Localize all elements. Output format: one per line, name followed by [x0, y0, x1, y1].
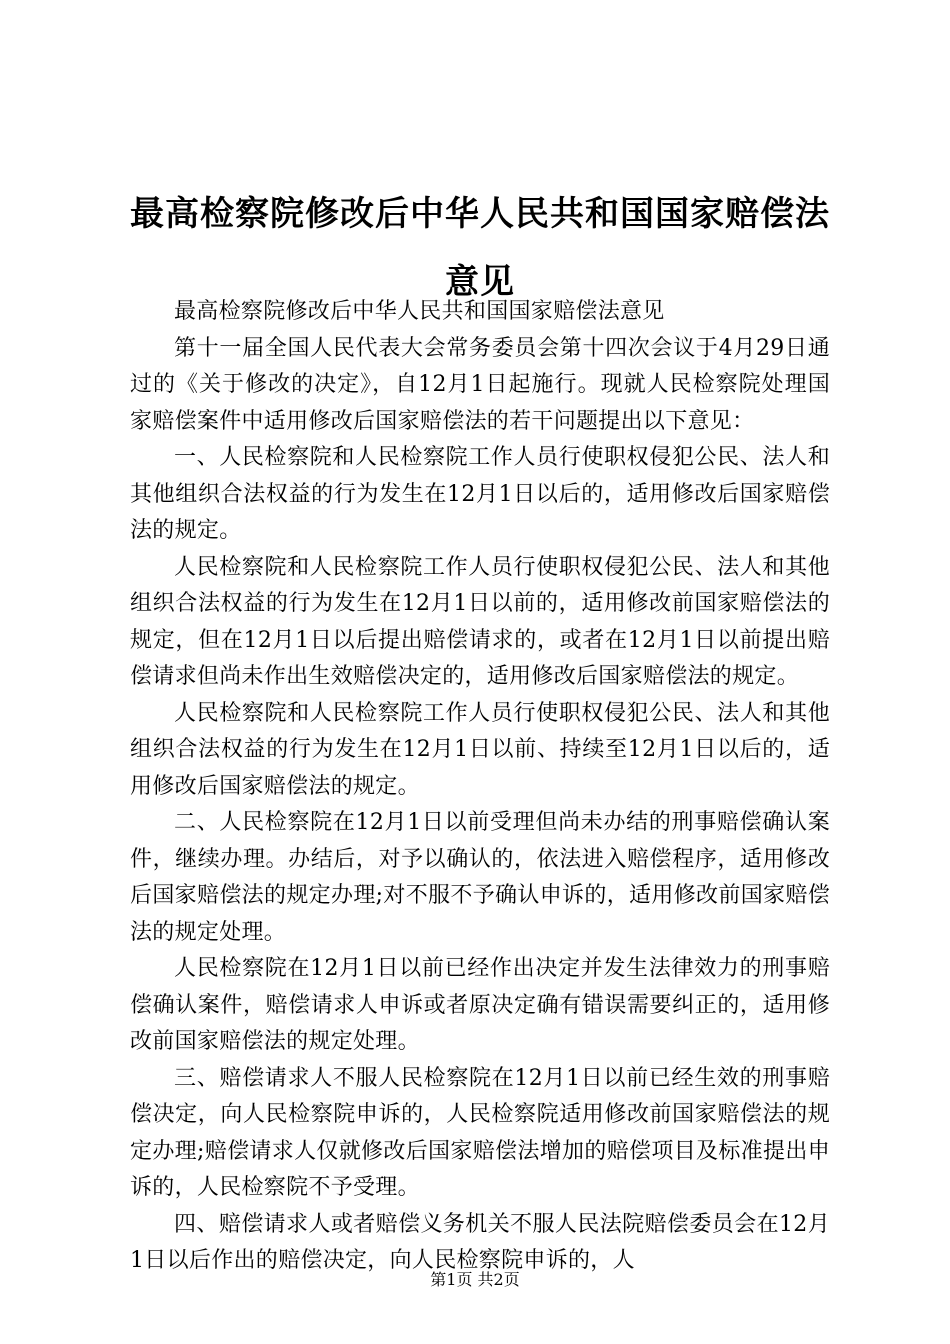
paragraph: 第十一届全国人民代表大会常务委员会第十四次会议于4月29日通过的《关于修改的决定》，自12月1日起施行。现就人民检察院处理国家赔偿案件中适用修改后国家赔偿法的若干问题提出以下意见： — [130, 335, 830, 434]
document-title: 最高检察院修改后中华人民共和国国家赔偿法意见 — [130, 194, 830, 302]
paragraph: 四、赔偿请求人或者赔偿义务机关不服人民法院赔偿委员会在12月1日以后作出的赔偿决定，向人民检察院申诉的，人 — [130, 1211, 830, 1273]
paragraph: 三、赔偿请求人不服人民检察院在12月1日以前已经生效的刑事赔偿决定，向人民检察院申诉的，人民检察院适用修改前国家赔偿法的规定办理;赔偿请求人仅就修改后国家赔偿法增加的赔偿项目及标准提出申诉的，人民检察院不予受理。 — [130, 1065, 830, 1200]
paragraph: 最高检察院修改后中华人民共和国国家赔偿法意见 — [174, 299, 665, 324]
paragraph: 二、人民检察院在12月1日以前受理但尚未办结的刑事赔偿确认案件，继续办理。办结后，对予以确认的，依法进入赔偿程序，适用修改后国家赔偿法的规定办理;对不服不予确认申诉的，适用修改前国家赔偿法的规定处理。 — [130, 810, 830, 945]
page-footer: 第1页 共2页 — [430, 1270, 520, 1289]
paragraph: 一、人民检察院和人民检察院工作人员行使职权侵犯公民、法人和其他组织合法权益的行为发生在12月1日以后的，适用修改后国家赔偿法的规定。 — [130, 445, 830, 543]
paragraph: 人民检察院和人民检察院工作人员行使职权侵犯公民、法人和其他组织合法权益的行为发生在12月1日以前、持续至12月1日以后的，适用修改后国家赔偿法的规定。 — [130, 700, 830, 799]
document-body — [130, 294, 830, 1280]
paragraph: 人民检察院和人民检察院工作人员行使职权侵犯公民、法人和其他组织合法权益的行为发生在12月1日以前的，适用修改前国家赔偿法的规定，但在12月1日以后提出赔偿请求的，或者在12月1日以前提出赔偿请求但尚未作出生效赔偿决定的，适用修改后国家赔偿法的规定。 — [130, 554, 830, 689]
paragraph: 人民检察院在12月1日以前已经作出决定并发生法律效力的刑事赔偿确认案件，赔偿请求人申诉或者原决定确有错误需要纠正的，适用修改前国家赔偿法的规定处理。 — [130, 956, 830, 1054]
